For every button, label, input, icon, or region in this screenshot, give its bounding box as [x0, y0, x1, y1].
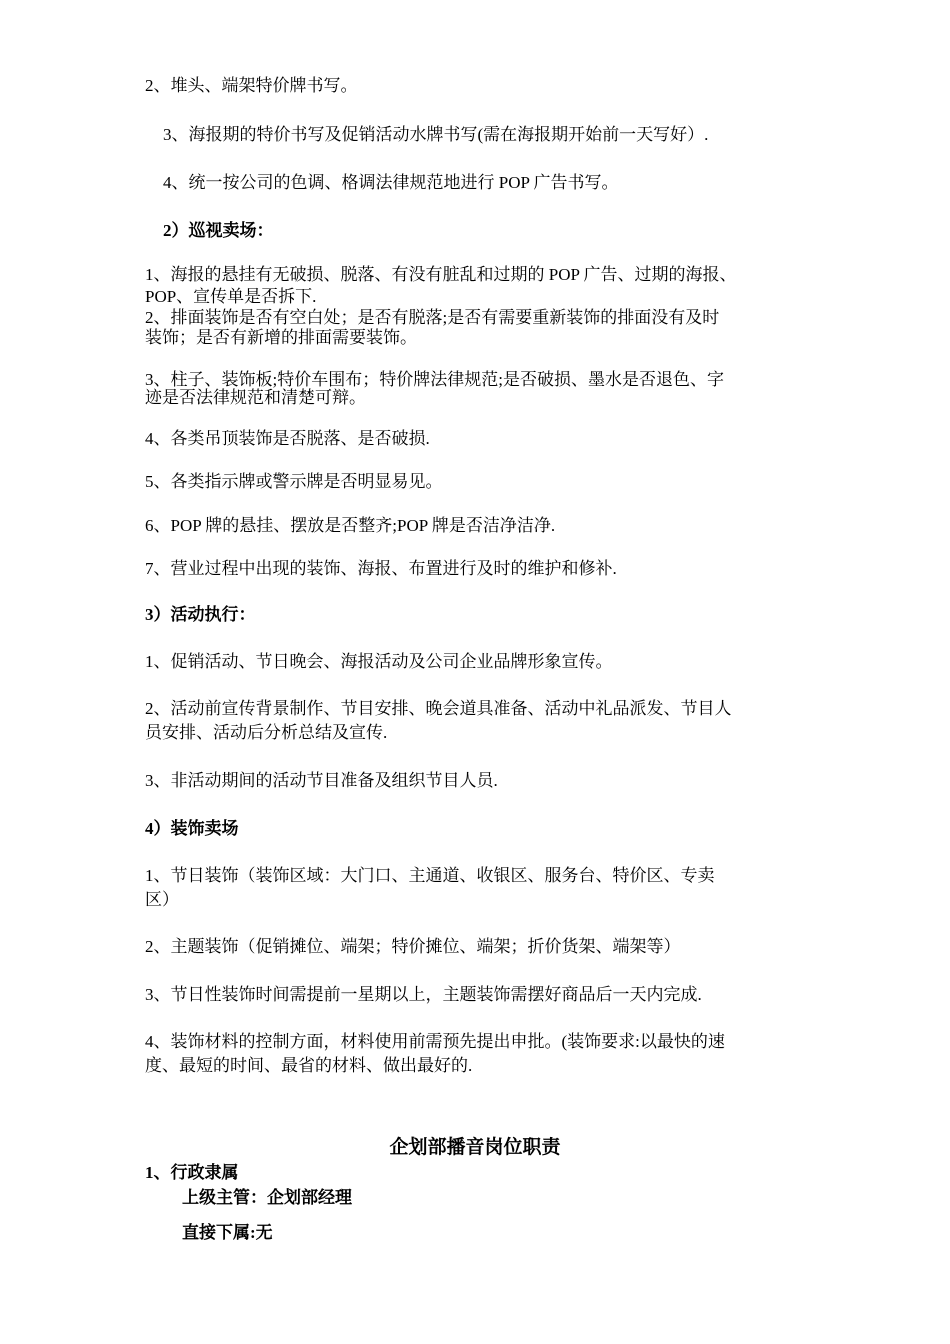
text-line: 直接下属:无: [182, 1223, 273, 1242]
text-line: 2、主题装饰（促销摊位、端架；特价摊位、端架；折价货架、端架等）: [145, 937, 681, 956]
text-line: 迹是否法律规范和清楚可辩。: [145, 388, 366, 407]
text-line: 3、海报期的特价书写及促销活动水牌书写(需在海报期开始前一天写好）.: [163, 125, 709, 144]
text-line: 4、装饰材料的控制方面，材料使用前需预先提出申批。(装饰要求:以最快的速: [145, 1032, 725, 1051]
text-line: 2、堆头、端架特价牌书写。: [145, 76, 358, 95]
section-heading: 2）巡视卖场：: [163, 221, 274, 240]
text-line: 3、非活动期间的活动节目准备及组织节目人员.: [145, 771, 498, 790]
text-line: 装饰；是否有新增的排面需要装饰。: [145, 328, 417, 347]
section-heading: 1、行政隶属: [145, 1163, 239, 1182]
text-line: 3、柱子、装饰板;特价车围布；特价牌法律规范;是否破损、墨水是否退色、字: [145, 370, 724, 389]
text-line: 员安排、活动后分析总结及宣传.: [145, 723, 388, 742]
section-heading: 4）装饰卖场: [145, 819, 239, 838]
page-title: 企划部播音岗位职责: [389, 1137, 561, 1158]
text-line: 7、营业过程中出现的装饰、海报、布置进行及时的维护和修补.: [145, 559, 617, 578]
text-line: 6、POP 牌的悬挂、摆放是否整齐;POP 牌是否洁净洁净.: [145, 516, 556, 535]
text-line: 2、活动前宣传背景制作、节目安排、晚会道具准备、活动中礼品派发、节目人: [145, 699, 732, 718]
text-line: 4、各类吊顶装饰是否脱落、是否破损.: [145, 429, 430, 448]
text-line: 1、节日装饰（装饰区域：大门口、主通道、收银区、服务台、特价区、专卖: [145, 866, 715, 885]
text-line: 1、促销活动、节日晚会、海报活动及公司企业品牌形象宣传。: [145, 652, 613, 671]
text-line: 1、海报的悬挂有无破损、脱落、有没有脏乱和过期的 POP 广告、过期的海报、: [145, 265, 737, 284]
text-line: 区）: [145, 890, 179, 909]
section-heading: 3）活动执行：: [145, 605, 256, 624]
text-line: 2、排面装饰是否有空白处；是否有脱落;是否有需要重新装饰的排面没有及时: [145, 308, 720, 327]
text-line: POP、宣传单是否拆下.: [145, 287, 317, 306]
text-line: 上级主管：企划部经理: [182, 1188, 352, 1207]
text-line: 度、最短的时间、最省的材料、做出最好的.: [145, 1056, 473, 1075]
text-line: 4、统一按公司的色调、格调法律规范地进行 POP 广告书写。: [163, 173, 619, 192]
text-line: 5、各类指示牌或警示牌是否明显易见。: [145, 472, 443, 491]
text-line: 3、节日性装饰时间需提前一星期以上，主题装饰需摆好商品后一天内完成.: [145, 985, 702, 1004]
